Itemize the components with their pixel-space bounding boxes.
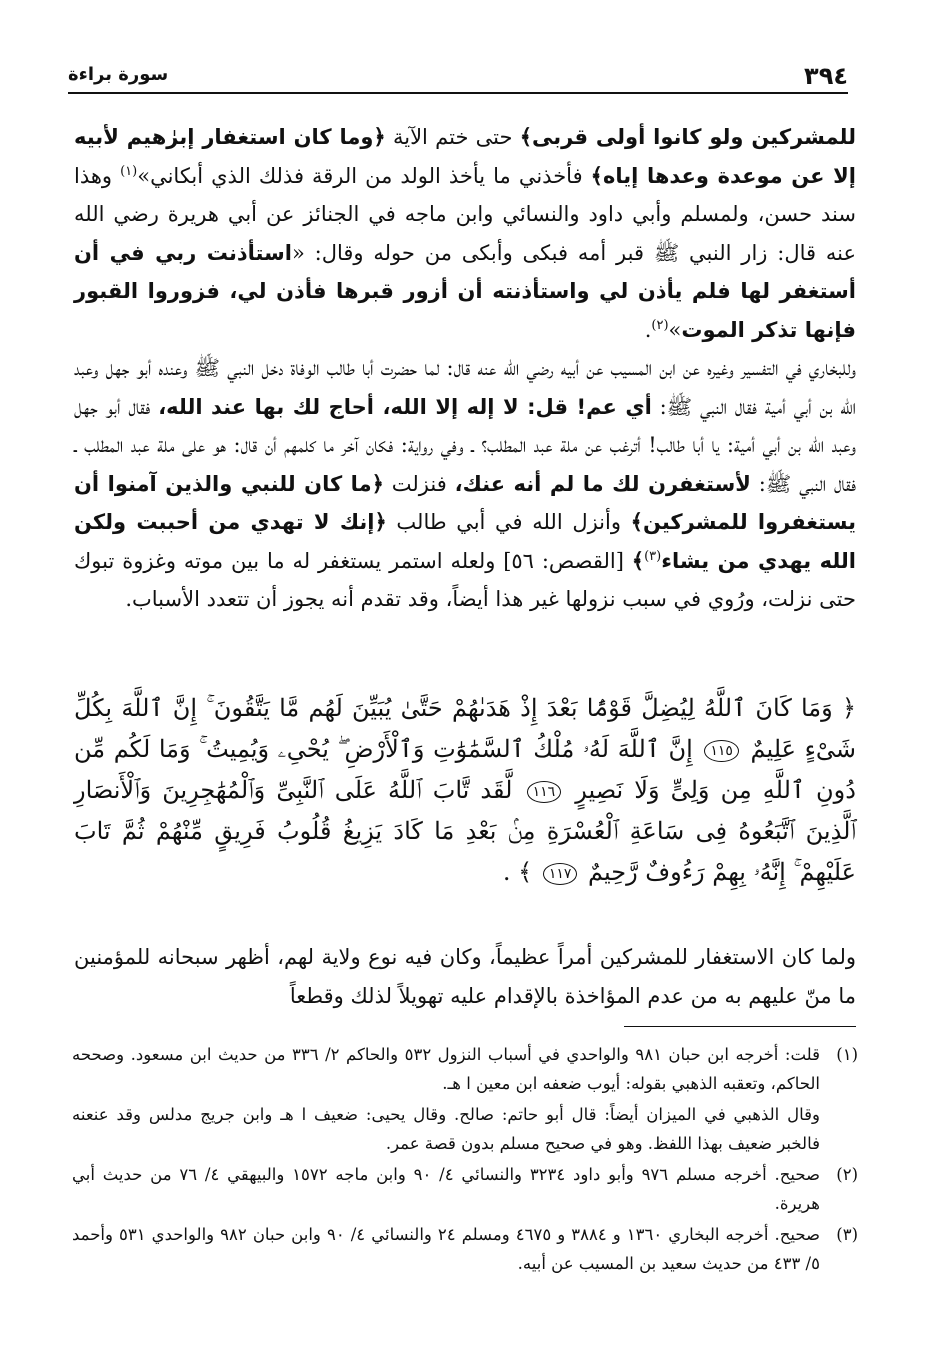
footnote-text: قلت: أخرجه ابن حبان ٩٨١ والواحدي في أسباب النزول ٥٣٢ والحاكم ٢/ ٣٣٦ من حديث ابن مسعود. وصححه الحاكم، وتعقبه الذهبي بقوله: أيوب ضعفه ابن معين ا هـ. <box>72 1045 820 1093</box>
footnote-3 <box>72 1220 858 1278</box>
quran-quote: ﴿إنك لا تهدي من أحببت ولكن الله يهدي من يشاء <box>74 510 856 573</box>
footnote-text: صحيح. أخرجه مسلم ٩٧٦ وأبو داود ٣٢٣٤ والنسائي ٤/ ٩٠ وابن ماجه ١٥٧٢ والبيهقي ٤/ ٧٦ من حديث أبي هريرة. <box>72 1165 821 1213</box>
text-run: وللبخاري في التفسير وغيره عن ابن المسيب عن أبيه رضي الله عنه قال: لما حضرت أبا طالب الوفاة دخل النبي ﷺ وعنده أبو جهل وعبد الله بن أبي أمية فقال النبي ﷺ: <box>74 356 856 419</box>
footnote-ref-2: (٢) <box>651 317 669 333</box>
page-header <box>68 62 848 94</box>
text-run: فقال أبو جهل وعبد الله بن أبي أمية: يا أبا طالب! أترغب عن ملة عبد المطلب؟ ـ وفي رواية: فكان آخر ما كلمهم أن قال: هو على ملة عبد المطلب ـ فقال النبي ﷺ: <box>74 394 856 496</box>
closing-paragraph <box>74 938 856 1015</box>
quran-quote: ﴿ما كان للنبي والذين آمنوا أن يستغفروا للمشركين﴾ <box>74 471 856 534</box>
verse-115: ﴿ وَمَا كَانَ ٱللَّهُ لِيُضِلَّ قَوْمًۢا بَعْدَ إِذْ هَدَىٰهُمْ حَتَّىٰ يُبَيِّنَ لَهُم مَّا يَتَّقُونَ ۚ إِنَّ ٱللَّهَ بِكُلِّ شَىْءٍ عَلِيمٌ <box>74 694 856 763</box>
footnote-divider <box>624 1026 856 1027</box>
quran-bracket: ﴾ <box>631 548 645 573</box>
closing-text: ولما كان الاستغفار للمشركين أمراً عظيماً، وكان فيه نوع ولاية لهم، أظهر سبحانه للمؤمنين ما منّ عليهم به من عدم المؤاخذة بالإقدام عليه تهويلاً لذلك وقطعاً <box>74 945 856 1008</box>
footnote-2 <box>72 1160 858 1218</box>
verse-number-marker: ١١٧ <box>543 863 578 885</box>
footnotes <box>72 1040 858 1280</box>
text-run: فنزلت <box>383 471 455 496</box>
text-run: » <box>668 317 682 342</box>
footnote-ref-1: (١) <box>120 163 138 179</box>
footnote-1-continued <box>72 1100 858 1158</box>
text-run: وأنزل الله في أبي طالب <box>386 510 631 534</box>
verse-116: إِنَّ ٱللَّهَ لَهُۥ مُلْكُ ٱلسَّمَٰوَٰتِ وَٱلْأَرْضِ ۖ يُحْىِۦ وَيُمِيتُ ۚ وَمَا لَكُم مِّن دُونِ ٱللَّهِ مِن وَلِىٍّ وَلَا نَصِيرٍ <box>74 735 856 804</box>
footnote-number: (٢) <box>836 1165 858 1184</box>
paragraph-2 <box>74 349 856 619</box>
footnote-number: (٣) <box>836 1225 858 1244</box>
verse-117: لَّقَد تَّابَ ٱللَّهُ عَلَى ٱلنَّبِىِّ وَٱلْمُهَٰجِرِينَ وَٱلْأَنصَارِ ٱلَّذِينَ ٱتَّبَعُوهُ فِى سَاعَةِ ٱلْعُسْرَةِ مِنۢ بَعْدِ مَا كَادَ يَزِيغُ قُلُوبُ فَرِيقٍ مِّنْهُمْ ثُمَّ تَابَ عَلَيْهِمْ ۚ إِنَّهُۥ بِهِمْ رَءُوفٌ رَّحِيمٌ <box>74 776 856 886</box>
surah-name: سورة براءة <box>68 64 169 85</box>
verse-number-marker: ١١٦ <box>527 781 562 803</box>
text-run: وهذا سند حسن، ولمسلم وأبي داود والنسائي وابن ماجه في الجنائز عن أبي هريرة رضي الله عنه قال: زار النبي ﷺ قبر أمه فبكى وأبكى من حوله وقال: « <box>74 163 856 265</box>
footnote-text: وقال الذهبي في الميزان أيضاً: قال أبو حاتم: صالح. وقال يحيى: ضعيف ا هـ وابن جريج مدلس وقد عنعنه فالخبر ضعيف بهذا اللفظ. وهو في صحيح مسلم بدون قصة عمر. <box>72 1105 820 1153</box>
footnote-number: (١) <box>836 1045 858 1064</box>
footnote-text: صحيح. أخرجه البخاري ١٣٦٠ و ٣٨٨٤ و ٤٦٧٥ ومسلم ٢٤ والنسائي ٤/ ٩٠ وابن حبان ٩٨٢ والواحدي ٥٣١ وأحمد ٥/ ٤٣٣ من حديث سعيد بن المسيب عن أبيه. <box>72 1225 821 1273</box>
quran-quote: ﴿وما كان استغفار إبرٰهيم لأبيه إلا عن موعدة وعدها إياه﴾ <box>74 125 857 188</box>
footnote-ref-3: (٣) <box>644 548 662 564</box>
footnote-1 <box>72 1040 858 1098</box>
text-run: . <box>644 317 652 342</box>
text-run: حتى ختم الآية <box>385 125 520 149</box>
text-run: [القصص: ٥٦] ولعله استمر يستغفر له ما بين موته وغزوة تبوك حتى نزلت، ورُوي في سبب نزولها غير هذا أيضاً، وقد تقدم أنه يجوز أن تتعدد الأسباب. <box>74 548 856 611</box>
main-text <box>74 118 856 619</box>
quran-verses-block <box>74 688 856 893</box>
paragraph-1 <box>74 118 856 349</box>
hadith-quote: لأستغفرن لك ما لم أنه عنك، <box>454 471 751 496</box>
verse-number-marker: ١١٥ <box>704 740 739 762</box>
text-run: فأخذني ما يأخذ الولد من الرقة فذلك الذي أبكاني» <box>137 163 591 188</box>
hadith-quote: استأذنت ربي في أن أستغفر لها فلم يأذن لي واستأذنته أن أزور قبرها فأذن لي، فزوروا القبور فإنها تذكر الموت <box>74 240 856 342</box>
quran-quote: للمشركين ولو كانوا أولى قربى﴾ <box>519 125 857 149</box>
hadith-quote: أي عم! قل: لا إله إلا الله، أحاج لك بها عند الله، <box>158 394 652 419</box>
page-number: ٣٩٤ <box>804 62 848 90</box>
quran-close-bracket: ﴾ . <box>502 858 533 886</box>
